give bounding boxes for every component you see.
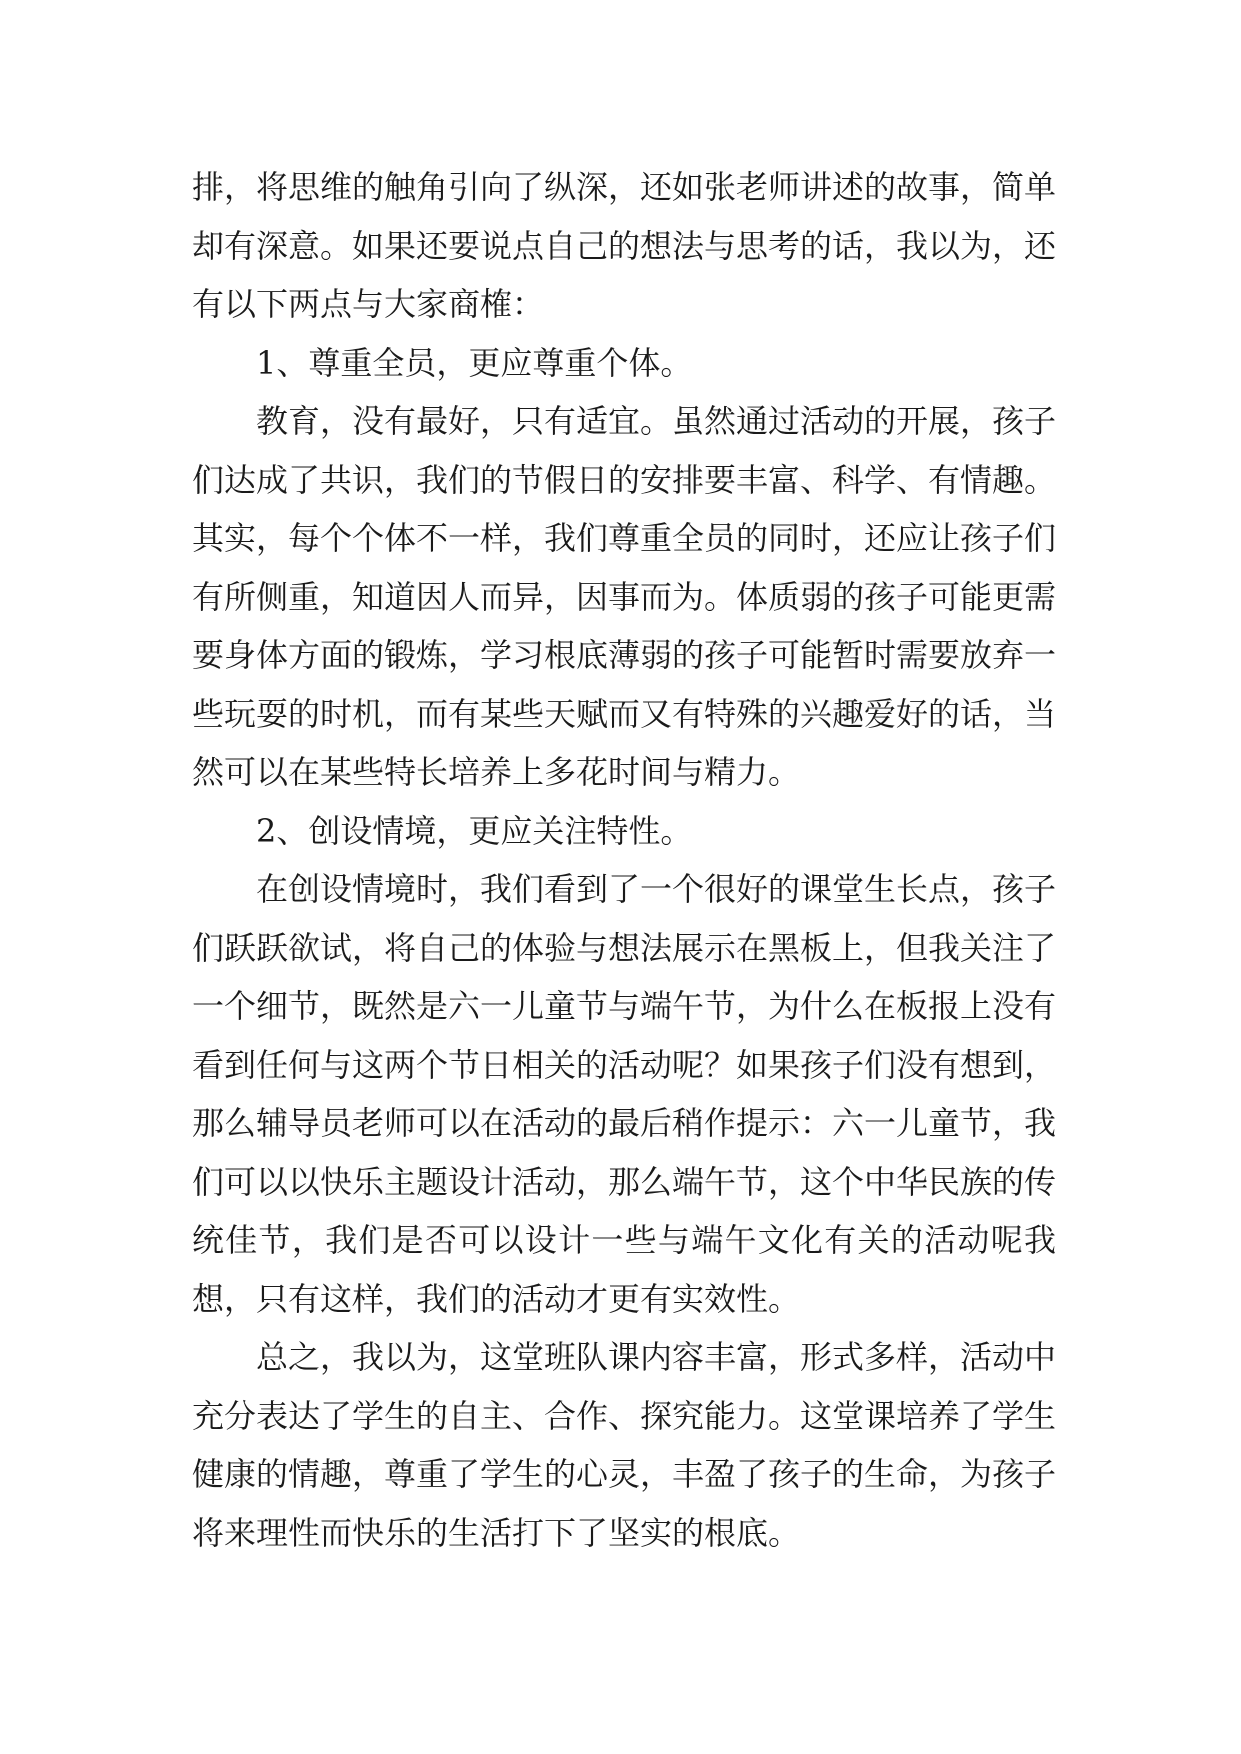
document-body: [192, 158, 1056, 1562]
heading-point-1: 1、尊重全员，更应尊重个体。: [256, 343, 693, 382]
paragraph-point-1: 教育，没有最好，只有适宜。虽然通过活动的开展，孩子们达成了共识，我们的节假日的安排要丰富、科学、有情趣。其实，每个个体不一样，我们尊重全员的同时，还应让孩子们有所侧重，知道因人而异，因事而为。体质弱的孩子可能更需要身体方面的锻炼，学习根底薄弱的孩子可能暂时需要放弃一些玩耍的时机，而有某些天赋而又有特殊的兴趣爱好的话，当然可以在某些特长培养上多花时间与精力。: [192, 402, 1057, 791]
heading-point-2: 2、创设情境，更应关注特性。: [256, 811, 693, 850]
paragraph-conclusion: 总之，我以为，这堂班队课内容丰富，形式多样，活动中充分表达了学生的自主、合作、探究能力。这堂课培养了学生健康的情趣，尊重了学生的心灵，丰盈了孩子的生命，为孩子将来理性而快乐的生活打下了坚实的根底。: [192, 1338, 1057, 1552]
paragraph-point-2: 在创设情境时，我们看到了一个很好的课堂生长点，孩子们跃跃欲试，将自己的体验与想法展示在黑板上，但我关注了一个细节，既然是六一儿童节与端午节，为什么在板报上没有看到任何与这两个节日相关的活动呢？如果孩子们没有想到，那么辅导员老师可以在活动的最后稍作提示：六一儿童节，我们可以以快乐主题设计活动，那么端午节，这个中华民族的传统佳节，我们是否可以设计一些与端午文化有关的活动呢我想，只有这样，我们的活动才更有实效性。: [192, 870, 1057, 1318]
paragraph-continuation: 排，将思维的触角引向了纵深，还如张老师讲述的故事，简单却有深意。如果还要说点自己的想法与思考的话，我以为，还有以下两点与大家商榷：: [192, 168, 1057, 323]
